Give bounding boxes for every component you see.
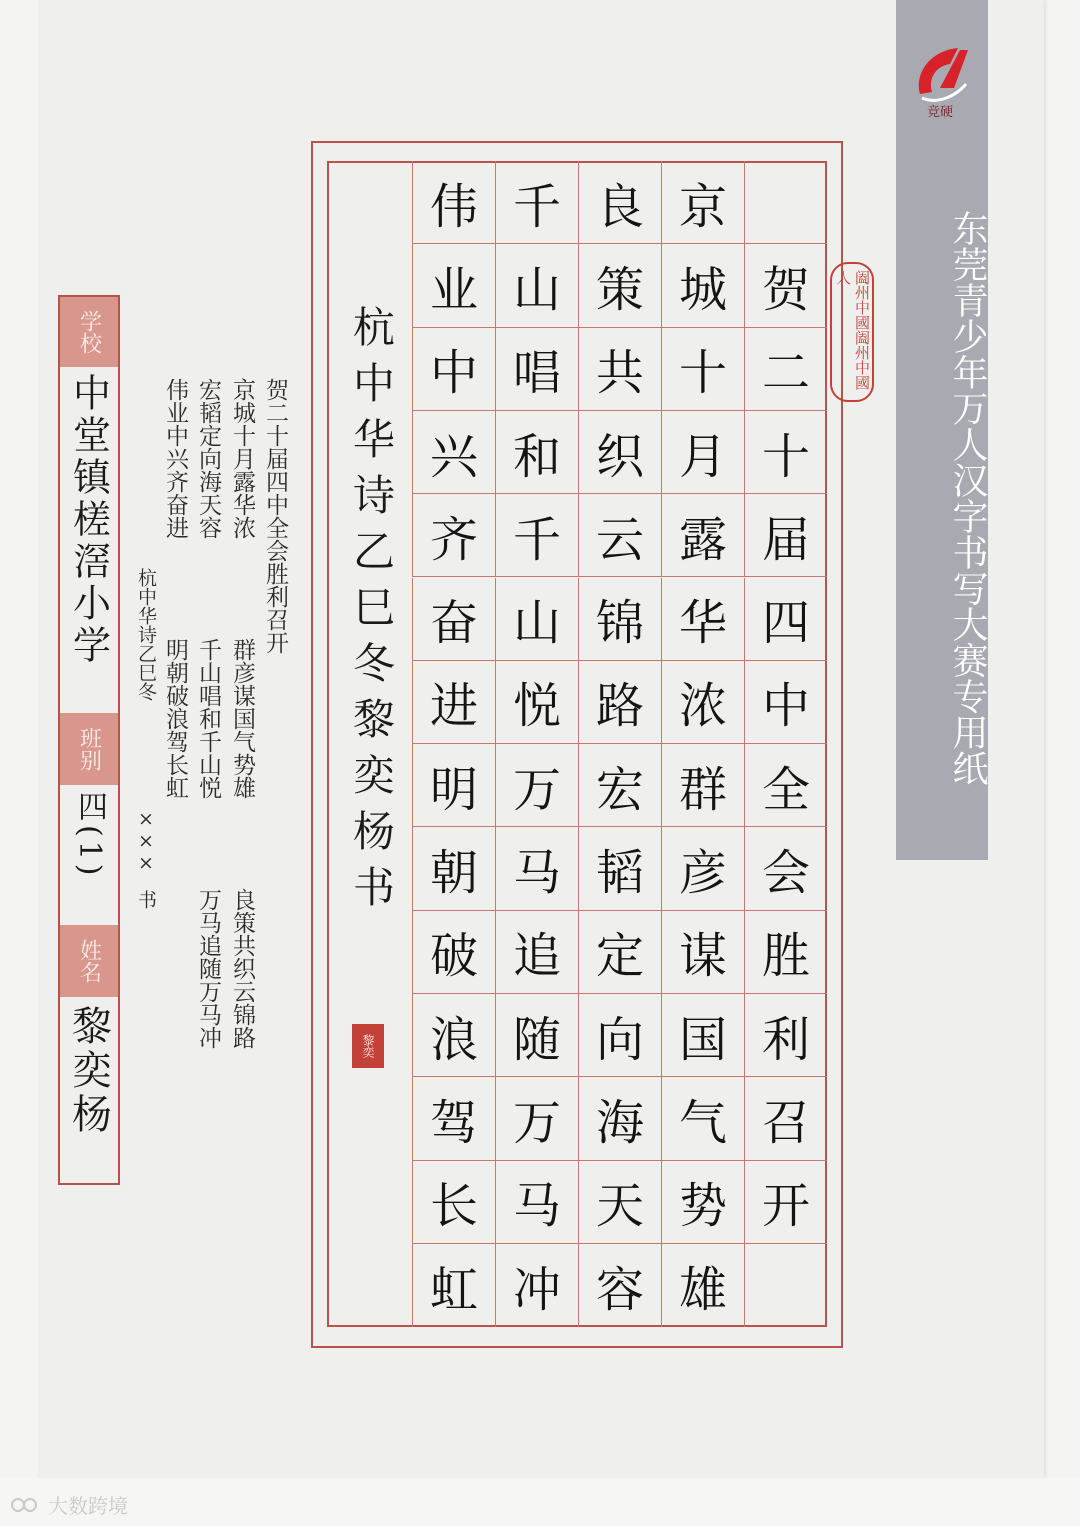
grid-cell: 会 [744,827,827,910]
seal-small: 黎奕 [352,1024,384,1068]
name-label: 姓名 [60,925,118,997]
grid-cell: 驾 [412,1077,495,1160]
grid-cell: 共 [578,328,661,411]
bottom-margin [0,1478,1080,1526]
grid-cell: 奋 [412,578,495,661]
grid-cell: 齐 [412,494,495,577]
grid-cell: 山 [495,578,578,661]
grid-cell: 京 [661,161,744,244]
grid-cell: 悦 [495,661,578,744]
grid-cell: 二 [744,328,827,411]
grid-cell: 良 [578,161,661,244]
poem-line: 万马追随万马冲 [195,888,221,1049]
grid-cell: 十 [744,411,827,494]
grid-cell: 彦 [661,827,744,910]
grid-cell: 十 [661,328,744,411]
grid-cell: 召 [744,1077,827,1160]
grid-cell: 届 [744,494,827,577]
grid-cell: 虹 [412,1244,495,1327]
grid-cell: 千 [495,494,578,577]
grid-cell: 气 [661,1077,744,1160]
grid-cell: 马 [495,827,578,910]
grid-cell: 伟 [412,161,495,244]
grid-cell: 锦 [578,578,661,661]
grid-cell: 向 [578,994,661,1077]
grid-cell: 胜 [744,911,827,994]
grid-cell: 破 [412,911,495,994]
poem-line: 伟业中兴齐奋进 [162,378,188,539]
grid-cell: 和 [495,411,578,494]
grid-cell: 浪 [412,994,495,1077]
handwritten-signature: 杭中华诗乙巳冬黎奕杨书 [347,305,396,921]
poem-line: 千山唱和千山悦 [195,638,221,799]
grid-cell: 群 [661,744,744,827]
grid-cell: 容 [578,1244,661,1327]
grid-cell [744,161,827,244]
name-value: 黎奕杨 [65,1005,112,1137]
writing-grid [412,161,827,1327]
grid-cell: 明 [412,744,495,827]
grid-cell: 利 [744,994,827,1077]
grid-cell: 云 [578,494,661,577]
watermark [10,1490,128,1519]
contest-banner [896,0,988,860]
grid-cell: 定 [578,911,661,994]
poem-attribution-suffix: 书 [135,890,157,909]
grid-cell: 追 [495,911,578,994]
grid-column-1 [744,161,827,1327]
grid-cell: 长 [412,1161,495,1244]
grid-cell: 随 [495,994,578,1077]
grid-cell: 路 [578,661,661,744]
grid-column-3 [578,161,661,1327]
grid-cell: 万 [495,744,578,827]
grid-cell: 天 [578,1161,661,1244]
grid-cell: 山 [495,244,578,327]
grid-cell: 宏 [578,744,661,827]
grid-column-4 [495,161,578,1327]
poem-line: 群彦谋国气势雄 [229,638,255,799]
grid-cell: 海 [578,1077,661,1160]
grid-cell: 浓 [661,661,744,744]
grid-cell: 势 [661,1161,744,1244]
watermark-logo-icon [10,1494,42,1516]
poem-line: 宏韬定向海天容 [195,378,221,539]
grid-cell: 韬 [578,827,661,910]
grid-cell: 雄 [661,1244,744,1327]
grid-cell: 贺 [744,244,827,327]
watermark-text: 大数跨境 [48,1494,128,1518]
grid-cell [744,1244,827,1327]
school-value: 中堂镇槎滘小学 [66,373,111,667]
seal-top: 阖州中國阖州中國人 [830,262,874,402]
grid-cell: 华 [661,578,744,661]
grid-cell: 马 [495,1161,578,1244]
poem-title: 贺二十届四中全会胜利召开 [262,378,288,654]
grid-cell: 开 [744,1161,827,1244]
poem-attribution-name: ××× [135,808,157,874]
poem-attribution: 杭中华诗乙巳冬 [135,568,157,701]
grid-cell: 唱 [495,328,578,411]
grid-cell: 月 [661,411,744,494]
class-label: 班别 [60,713,118,785]
grid-cell: 万 [495,1077,578,1160]
grid-cell: 四 [744,578,827,661]
grid-cell: 谋 [661,911,744,994]
poem-line: 良策共织云锦路 [229,888,255,1049]
grid-cell: 业 [412,244,495,327]
poem-line: 明朝破浪驾长虹 [162,638,188,799]
grid-cell: 城 [661,244,744,327]
class-value: 四(1) [72,791,107,880]
grid-cell: 进 [412,661,495,744]
grid-column-5 [412,161,495,1327]
logo-text: 竞硬 [926,105,954,120]
grid-column-2 [661,161,744,1327]
grid-cell: 朝 [412,827,495,910]
grid-cell: 兴 [412,411,495,494]
grid-cell: 露 [661,494,744,577]
grid-cell: 千 [495,161,578,244]
grid-cell: 冲 [495,1244,578,1327]
grid-cell: 全 [744,744,827,827]
contest-logo-icon [910,42,974,122]
grid-cell: 中 [412,328,495,411]
grid-cell: 织 [578,411,661,494]
student-info-panel [58,295,120,1185]
poem-line: 京城十月露华浓 [229,378,255,539]
school-label: 学校 [60,297,118,367]
grid-cell: 策 [578,244,661,327]
banner-title: 东莞青少年万人汉字书写大赛专用纸 [947,210,988,786]
grid-cell: 国 [661,994,744,1077]
grid-cell: 中 [744,661,827,744]
